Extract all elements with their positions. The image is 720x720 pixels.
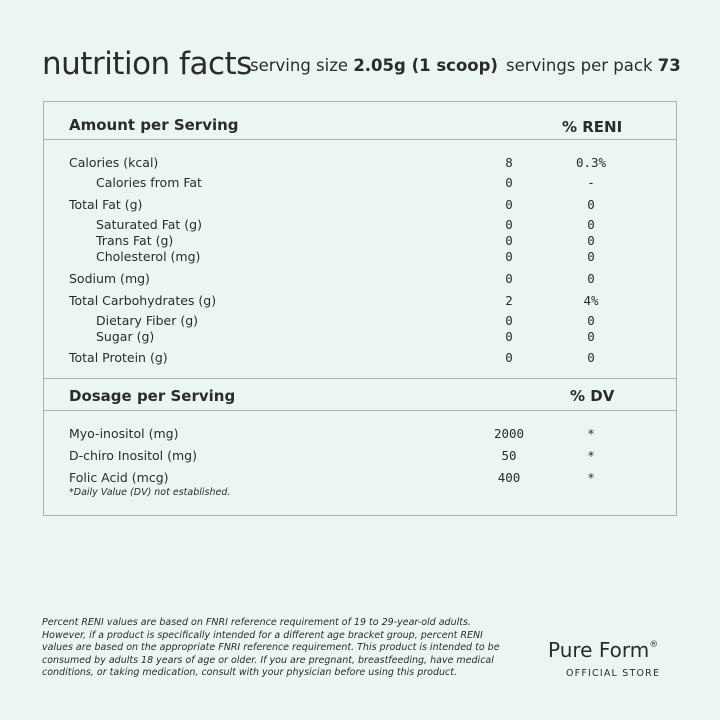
row-percent: 0 xyxy=(587,197,595,212)
row-percent: 0 xyxy=(587,249,595,264)
divider xyxy=(44,378,676,379)
disclaimer-line: conditions, or taking medication, consult with your physician before using this product. xyxy=(42,667,458,679)
dosage-per-serving-heading: Dosage per Serving xyxy=(69,387,236,405)
registered-mark: ® xyxy=(649,640,659,650)
row-amount: 8 xyxy=(505,155,513,170)
nutrition-row xyxy=(44,313,676,329)
nutrition-panel xyxy=(43,101,677,516)
row-percent: 0 xyxy=(587,350,595,365)
row-amount: 50 xyxy=(501,448,517,463)
nutrition-row xyxy=(44,155,676,171)
row-percent: * xyxy=(587,470,595,485)
row-percent: 0 xyxy=(587,217,595,232)
row-percent: * xyxy=(587,448,595,463)
row-amount: 400 xyxy=(497,470,521,485)
row-amount: 0 xyxy=(505,197,513,212)
row-amount: 0 xyxy=(505,249,513,264)
serving-size-label: serving size xyxy=(250,56,349,75)
row-amount: 0 xyxy=(505,329,513,344)
row-amount: 2000 xyxy=(493,426,525,441)
row-label: Total Protein (g) xyxy=(69,350,168,365)
row-label: Calories from Fat xyxy=(96,175,202,190)
nutrition-row xyxy=(44,175,676,191)
row-amount: 0 xyxy=(505,313,513,328)
row-percent: 4% xyxy=(583,293,599,308)
row-label: Trans Fat (g) xyxy=(96,233,174,248)
row-percent: * xyxy=(587,426,595,441)
page-title: nutrition facts xyxy=(42,46,252,82)
nutrition-row xyxy=(44,271,676,287)
row-label: D-chiro Inositol (mg) xyxy=(69,448,197,463)
row-label: Total Carbohydrates (g) xyxy=(69,293,217,308)
official-store-label: OFFICIAL STORE xyxy=(566,668,661,679)
row-percent: 0.3% xyxy=(575,155,607,170)
disclaimer-line: values are based on the appropriate FNRI reference requirement. This product is intended to be xyxy=(42,642,500,654)
amount-per-serving-heading: Amount per Serving xyxy=(69,116,239,134)
disclaimer-line: Percent RENI values are based on FNRI reference requirement of 19 to 29-year-old adults. xyxy=(42,617,471,628)
nutrition-row xyxy=(44,249,676,265)
nutrition-row xyxy=(44,329,676,345)
row-percent: 0 xyxy=(587,233,595,248)
reni-heading: % RENI xyxy=(562,118,623,136)
disclaimer-line: consumed by adults 18 years of age or older. If you are pregnant, breastfeeding, have medical xyxy=(42,654,494,666)
dv-note: *Daily Value (DV) not established. xyxy=(69,487,231,498)
row-label: Calories (kcal) xyxy=(69,155,159,170)
divider xyxy=(44,410,676,411)
serving-size xyxy=(250,56,498,75)
row-amount: 0 xyxy=(505,271,513,286)
row-label: Sugar (g) xyxy=(96,329,155,344)
row-amount: 0 xyxy=(505,175,513,190)
serving-size-value: 2.05g (1 scoop) xyxy=(353,56,498,75)
dv-heading: % DV xyxy=(570,387,615,405)
row-percent: - xyxy=(587,175,595,190)
nutrition-row xyxy=(44,233,676,249)
row-percent: 0 xyxy=(587,313,595,328)
row-amount: 0 xyxy=(505,217,513,232)
disclaimer-line: However, if a product is specifically intended for a different age bracket group, percent RENI xyxy=(42,629,483,641)
divider xyxy=(44,139,676,140)
row-amount: 0 xyxy=(505,350,513,365)
row-percent: 0 xyxy=(587,329,595,344)
servings-per-pack-value: 73 xyxy=(657,56,681,75)
servings-per-pack-label: servings per pack xyxy=(506,56,653,75)
brand-logo xyxy=(548,638,658,662)
row-label: Folic Acid (mcg) xyxy=(69,470,169,485)
brand-name: Pure Form xyxy=(548,638,650,662)
row-label: Myo-inositol (mg) xyxy=(69,426,179,441)
dosage-row xyxy=(44,426,676,442)
row-label: Cholesterol (mg) xyxy=(96,249,201,264)
nutrition-row xyxy=(44,217,676,233)
servings-per-pack xyxy=(506,56,681,75)
row-label: Total Fat (g) xyxy=(69,197,143,212)
row-label: Saturated Fat (g) xyxy=(96,217,202,232)
dosage-row xyxy=(44,448,676,464)
disclaimer xyxy=(42,617,512,680)
header xyxy=(42,44,682,84)
nutrition-row xyxy=(44,197,676,213)
nutrition-row xyxy=(44,350,676,366)
row-percent: 0 xyxy=(587,271,595,286)
row-amount: 0 xyxy=(505,233,513,248)
row-label: Dietary Fiber (g) xyxy=(96,313,199,328)
dosage-row xyxy=(44,470,676,486)
row-amount: 2 xyxy=(505,293,513,308)
nutrition-row xyxy=(44,293,676,309)
row-label: Sodium (mg) xyxy=(69,271,150,286)
